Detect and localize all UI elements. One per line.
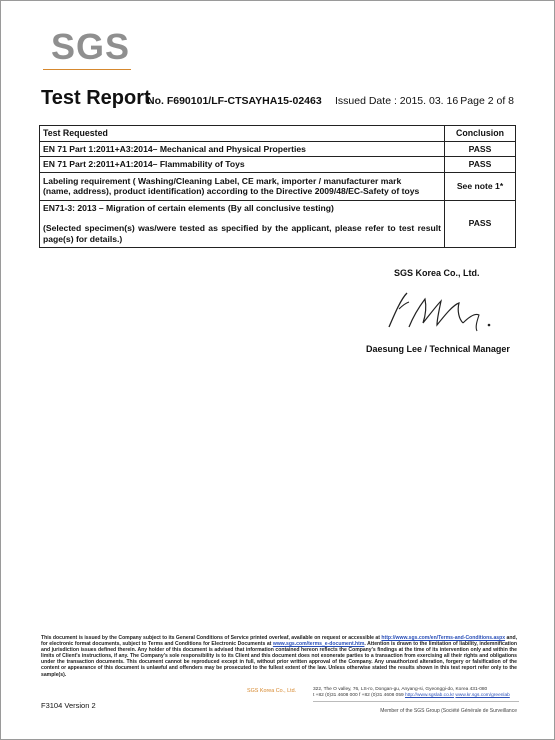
header-test-requested: Test Requested xyxy=(40,126,445,142)
conclusion-cell: PASS xyxy=(445,200,516,247)
disclaimer-text: . Attention is drawn to the limitation of liability, indemnification and jurisdiction issues defined therein. Any holder of this document is advised that information contained hereon reflects the Company's findings at the time of its intervention only and within the limits of Client's instructions, if any. The Company's sole responsibility is to its Client and this document does not exonerate parties to a transaction from exercising all their rights and obligations under the transaction documents. This document cannot be reproduced except in full, without prior written approval of the Company. Any unauthorized alteration, forgery or falsification of the content or appearance of this document is unlawful and offenders may be prosecuted to the fullest extent of the law. Unless otherwise stated the results shown in this test report refer only to the sample(s). xyxy=(41,641,517,678)
greenlab-link[interactable]: www.kr.sgs.com/greenlab xyxy=(455,693,510,698)
report-title: Test Report xyxy=(41,87,151,109)
table-header-row xyxy=(40,126,516,142)
sgs-logo xyxy=(43,27,131,73)
test-requested-table xyxy=(39,125,516,248)
footer-company: SGS Korea Co., Ltd. xyxy=(247,688,297,694)
footer-address xyxy=(313,687,519,699)
conclusion-cell: PASS xyxy=(445,157,516,173)
table-row xyxy=(40,157,516,173)
footer-divider xyxy=(313,701,519,702)
table-row xyxy=(40,172,516,200)
contact-line xyxy=(313,693,519,699)
disclaimer-text: This document is issued by the Company subject to its General Conditions of Service printed overleaf, available on request or accessible at xyxy=(41,635,382,641)
requested-cell xyxy=(40,172,445,200)
address-line: 322, The O valley, 76, LS-ro, Dongan-gu, Anyang-si, Gyeonggi-do, Korea 431-080 xyxy=(313,687,488,692)
requested-line: (name, address), product identification) according to the Directive 2009/48/EC-Safety of toys xyxy=(43,186,420,196)
signing-company: SGS Korea Co., Ltd. xyxy=(394,268,480,278)
conclusion-cell: PASS xyxy=(445,141,516,157)
page-number: Page 2 of 8 xyxy=(460,95,514,107)
conclusion-cell: See note 1* xyxy=(445,172,516,200)
requested-line: EN71-3: 2013 – Migration of certain elements (By all conclusive testing) xyxy=(43,202,334,213)
sgs-group-member: Member of the SGS Group (Société Générale de Surveillance xyxy=(380,708,517,714)
report-number: No. F690101/LF-CTSAYHA15-02463 xyxy=(147,95,322,107)
e-document-terms-link[interactable]: www.sgs.com/terms_e-document.htm xyxy=(272,641,365,648)
report-header xyxy=(41,87,516,111)
table-row xyxy=(40,141,516,157)
terms-link[interactable]: http://www.sgs.com/en/Terms-and-Conditions.aspx xyxy=(381,635,506,641)
requested-line: (Selected specimen(s) was/were tested as specified by the applicant, please refer to test result page(s) for details.) xyxy=(43,223,441,244)
issued-date: Issued Date : 2015. 03. 16 xyxy=(335,95,459,107)
phone-fax: t +82 (0)31 4608 000 f +82 (0)31 4608 059 xyxy=(313,693,406,698)
legal-disclaimer xyxy=(41,635,517,678)
logo-underline xyxy=(43,69,131,70)
requested-cell: EN 71 Part 1:2011+A3:2014– Mechanical and Physical Properties xyxy=(40,141,445,157)
requested-cell xyxy=(40,200,445,247)
header-conclusion: Conclusion xyxy=(445,126,516,142)
disclaimer-text: and, for electronic format documents, subject to Terms and Conditions for Electronic Documents at xyxy=(41,635,517,648)
form-version: F3104 Version 2 xyxy=(41,701,96,710)
table-row xyxy=(40,200,516,247)
logo-text: SGS xyxy=(51,26,131,67)
handwritten-signature xyxy=(379,283,499,341)
requested-line: Labeling requirement ( Washing/Cleaning Label, CE mark, importer / manufacturer mark xyxy=(43,175,402,186)
spacer xyxy=(43,213,441,223)
signer-name: Daesung Lee / Technical Manager xyxy=(366,344,510,354)
requested-cell: EN 71 Part 2:2011+A1:2014– Flammability of Toys xyxy=(40,157,445,173)
sgslab-link[interactable]: http://www.sgslab.co.kr xyxy=(405,693,455,698)
